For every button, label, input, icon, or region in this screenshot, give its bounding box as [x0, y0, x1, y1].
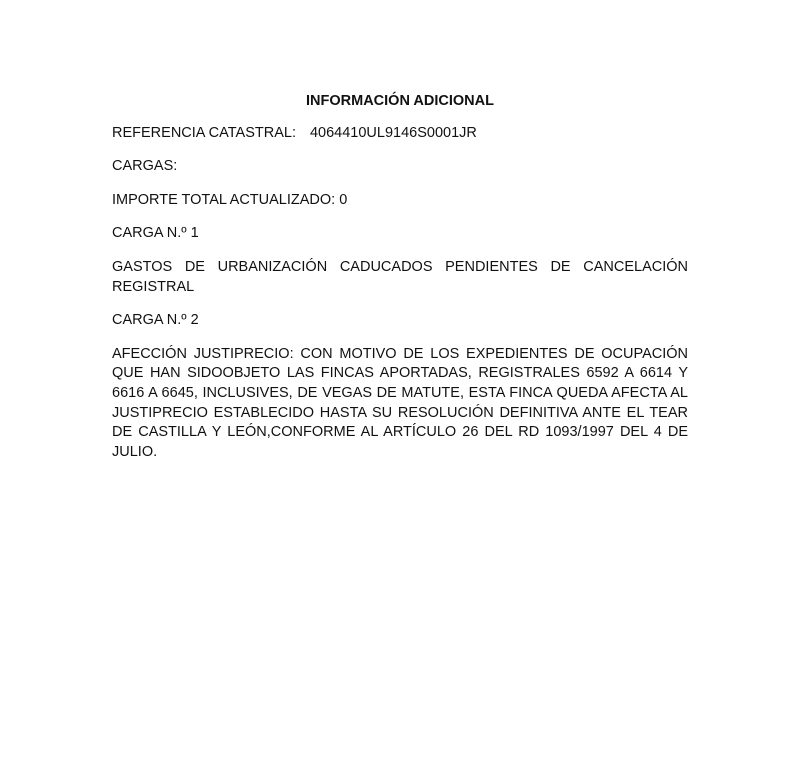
importe-total: IMPORTE TOTAL ACTUALIZADO: 0 — [112, 191, 348, 208]
carga-2-text: AFECCIÓN JUSTIPRECIO: CON MOTIVO DE LOS EXPEDIENTES DE OCUPACIÓN QUE HAN SIDOOBJETO LAS FINCAS APORTADAS, REGISTRALES 6592 A 6614 Y 6616 A 6645, INCLUSIVES, DE VEGAS DE MATUTE, ESTA FINCA QUEDA AFECTA AL JUSTIPRECIO ESTABLECIDO HASTA SU RESOLUCIÓN DEFINITIVA ANTE EL TEAR DE CASTILLA Y LEÓN,CONFORME AL ARTÍCULO 26 DEL RD 1093/1997 DEL 4 DE JULIO. — [112, 345, 688, 460]
referencia-catastral-line — [112, 124, 688, 144]
carga-2-heading: CARGA N.º 2 — [112, 312, 199, 329]
cargas-label: CARGAS: — [112, 158, 178, 175]
document-title: INFORMACIÓN ADICIONAL — [306, 93, 494, 109]
referencia-catastral-value: 4064410UL9146S0001JR — [309, 124, 477, 141]
document-content — [112, 92, 688, 476]
referencia-catastral-label: REFERENCIA CATASTRAL: — [112, 124, 296, 141]
carga-1-text: GASTOS DE URBANIZACIÓN CADUCADOS PENDIENTES DE CANCELACIÓN REGISTRAL — [112, 258, 688, 295]
carga-1-heading: CARGA N.º 1 — [112, 225, 199, 242]
